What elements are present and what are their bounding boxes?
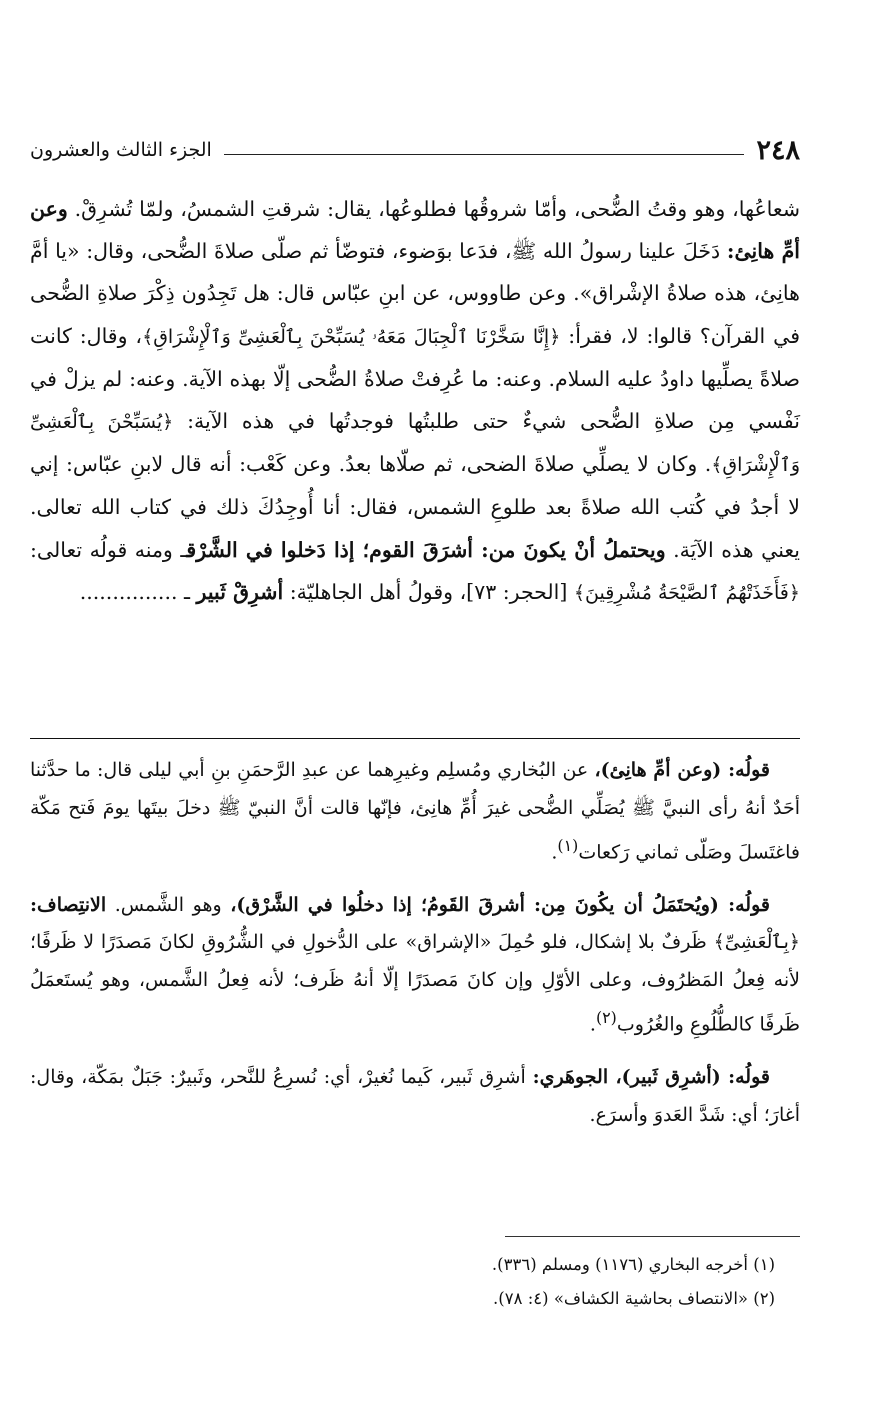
quran-verse: ﴿يُسَبِّحْنَ بِٱلْعَشِىِّ وَٱلْإِشْرَاقِ﴾ xyxy=(30,411,800,477)
main-text-segment: . وكان لا يصلِّي صلاةَ الضحى، ثم صلّاها بعدُ. وعن كَعْب: أنه قال لابنِ عبّاس: إني لا أجدُ في كُتب الله صلاةً بعد طلوعِ الشمس، فقال: أنا أُوجِدُكَ ذلك في كتاب الله تعالى. يعني هذه الآيَة. xyxy=(30,452,801,562)
footnote: (٢) «الانتصاف بحاشية الكشاف» (٤: ٧٨). xyxy=(493,1289,775,1308)
main-text-segment: ، وقال: كانت صلاةً يصلِّيها داودُ عليه السلام. وعنه: ما عُرِفتْ صلاةُ الضُّحى إلّا بهذه الآية. وعنه: لم يزلْ في نَفْسي مِن صلاةِ الضُّحى شيءٌ حتى طلبتُها فوجدتُها في هذه الآية: xyxy=(30,323,800,434)
main-bold-label: أشرِقْ ثَبير xyxy=(196,579,284,604)
commentary-text: أشرِق ثَبير، كَيما نُغيرْ، أي: نُسرِعُ للنَّحر، وثَبيرٌ: جَبَلٌ بمَكّة، وقال: أغارَ؛ أي: شَدَّ العَدوَ وأسرَع. xyxy=(30,1066,800,1126)
commentary xyxy=(30,752,800,1149)
commentary-label: قولُه: (أشرِق ثَبير)، الجوهَري: xyxy=(532,1066,770,1089)
quran-verse: ﴿فَأَخَذَتْهُمُ ٱلصَّيْحَةُ مُشْرِقِينَ﴾ xyxy=(573,581,800,604)
main-text-segment: شعاعُها، وهو وقتُ الضُّحى، وأمّا شروقُها فطلوعُها، يقال: شرقتِ الشمسُ، ولمّا تُشرِقْ. xyxy=(74,197,800,221)
commentary-text: ظَرفٌ بلا إشكال، فلو حُمِلَ «الإشراق» على الدُّخولِ في الشُّرُوقِ لكانَ مَصدَرًا لا ظَرفًا؛ لأنه فِعلُ المَظرُوف، وعلى الأوّلِ وإن كانَ مَصدَرًا إلّا أنهُ ظَرف؛ لأنه فِعلُ الشَّمس، وهو يُستَعمَلُ ظَرفًا كالطُّلُوعِ والغُرُوب xyxy=(30,931,800,1036)
footnote: (١) أخرجه البخاري (١١٧٦) ومسلم (٣٣٦). xyxy=(491,1255,775,1274)
main-bold-label: ويحتملُ أنْ يكونَ من: أشرَقَ القوم؛ إذا دَخلوا في الشَّرْق xyxy=(186,537,666,562)
main-divider xyxy=(30,738,800,739)
commentary-paragraph xyxy=(30,752,800,872)
quran-verse: ﴿بِٱلْعَشِىِّ﴾ xyxy=(713,931,800,954)
main-bold-label: وعن أمِّ هانِئ: xyxy=(30,197,800,264)
commentary-paragraph xyxy=(30,887,800,1044)
footnote-ref: (١) xyxy=(557,836,579,855)
running-title: الجزء الثالث والعشرون xyxy=(30,139,212,161)
footnotes xyxy=(30,1248,800,1316)
main-text-segment: [الحجر: ٧٣]، وقولُ أهل الجاهليّة: xyxy=(289,579,568,604)
main-paragraph xyxy=(30,188,800,614)
commentary-label: قولُه: (وعن أمِّ هانِئ)، xyxy=(594,759,771,781)
commentary-label: قولُه: (ويُحتَمَلُ أن يكُونَ مِن: أشرقَ القَومُ؛ إذا دخلُوا في الشَّرْق)، xyxy=(230,893,770,916)
main-text-segment: ـ ومنه قولُه تعالى: xyxy=(30,537,187,562)
commentary-text: . xyxy=(551,841,558,864)
main-text-segment: دَخَلَ علينا رسولُ الله ﷺ، فدَعا بوَضوء، فتوضّأ ثم صلّى صلاةَ الضُّحى، وقال: «يا أمَّ هانِئ، هذه صلاةُ الإشْراق». وعن طاووس، عن ابنِ عبّاس قال: هل تَجِدُون ذِكْرَ صلاةِ الضُّحى في القرآن؟ قالوا: لا، فقرأ: xyxy=(30,239,800,348)
footnote-divider xyxy=(505,1236,800,1237)
main-text-segment: ـ ............... xyxy=(79,579,191,604)
main-text xyxy=(30,188,800,614)
page-number: ٢٤٨ xyxy=(756,134,800,166)
commentary-text: عن البُخاري ومُسلِم وغيرِهما عن عبدِ الرَّحمَنِ بنِ أبي ليلى قال: ما حدَّثنا أحَدٌ أنهُ رأى النبيَّ ﷺ يُصَلِّي الضُّحى غيرَ أُمِّ هانِئ، فإنّها قالت أنَّ النبيّ ﷺ دخلَ بيتَها يومَ فَتح مَكّة فاغتَسلَ وصَلّى ثماني رَكعات xyxy=(30,759,800,864)
commentary-paragraph xyxy=(30,1059,800,1134)
commentary-text: وهو الشَّمس. xyxy=(114,893,222,916)
quran-verse: ﴿إِنَّا سَخَّرْنَا ٱلْجِبَالَ مَعَهُۥ يُسَبِّحْنَ بِٱلْعَشِىِّ وَٱلْإِشْرَاقِ﴾ xyxy=(142,325,561,348)
commentary-text: . xyxy=(589,1013,596,1036)
page-header xyxy=(30,130,800,170)
commentary-label: الانتِصاف: xyxy=(30,893,107,916)
header-divider xyxy=(224,154,745,155)
footnote-ref: (٢) xyxy=(595,1008,617,1028)
